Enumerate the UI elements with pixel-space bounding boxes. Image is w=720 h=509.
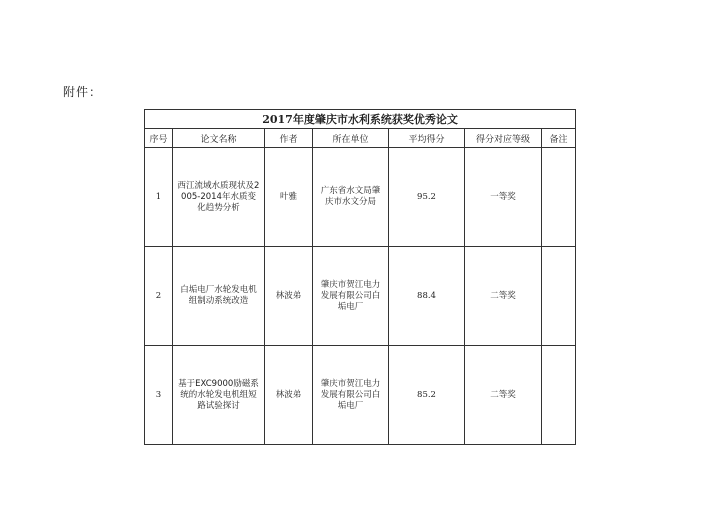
annex-label: 附件： bbox=[63, 85, 103, 99]
header-score: 平均得分 bbox=[389, 129, 465, 148]
row-index: 2 bbox=[145, 247, 173, 346]
row-score: 85.2 bbox=[389, 346, 465, 445]
table-row bbox=[145, 247, 576, 346]
row-unit-text: 广东省水文局肇庆市水文分局 bbox=[320, 186, 381, 207]
header-index: 序号 bbox=[145, 129, 173, 148]
row-paper-text: 白垢电厂水轮发电机组制动系统改造 bbox=[180, 285, 257, 306]
table-row bbox=[145, 346, 576, 445]
row-index: 1 bbox=[145, 148, 173, 247]
header-paper: 论文名称 bbox=[173, 129, 265, 148]
row-paper bbox=[173, 346, 265, 445]
row-note bbox=[542, 148, 576, 247]
row-score: 95.2 bbox=[389, 148, 465, 247]
row-unit bbox=[313, 247, 389, 346]
row-score: 88.4 bbox=[389, 247, 465, 346]
table-title: 2017年度肇庆市水利系统获奖优秀论文 bbox=[145, 110, 576, 129]
table-row bbox=[145, 148, 576, 247]
row-grade: 二等奖 bbox=[465, 247, 542, 346]
row-note bbox=[542, 346, 576, 445]
row-unit bbox=[313, 346, 389, 445]
row-index: 3 bbox=[145, 346, 173, 445]
header-grade: 得分对应等级 bbox=[465, 129, 542, 148]
row-paper bbox=[173, 247, 265, 346]
row-paper bbox=[173, 148, 265, 247]
row-grade: 一等奖 bbox=[465, 148, 542, 247]
row-paper-text: 基于EXC9000励磁系统的水轮发电机组短路试验探讨 bbox=[178, 378, 259, 411]
row-unit-text: 肇庆市贺江电力发展有限公司白垢电厂 bbox=[320, 378, 381, 411]
row-author: 林波弟 bbox=[265, 247, 313, 346]
header-author: 作者 bbox=[265, 129, 313, 148]
row-note bbox=[542, 247, 576, 346]
award-table bbox=[144, 109, 576, 445]
row-unit-text: 肇庆市贺江电力发展有限公司白垢电厂 bbox=[320, 279, 381, 312]
row-author: 林波弟 bbox=[265, 346, 313, 445]
row-author: 叶雅 bbox=[265, 148, 313, 247]
header-unit: 所在单位 bbox=[313, 129, 389, 148]
row-paper-text: 西江流域水质现状及2005-2014年水质变化趋势分析 bbox=[177, 180, 260, 213]
row-unit bbox=[313, 148, 389, 247]
row-grade: 二等奖 bbox=[465, 346, 542, 445]
header-note: 备注 bbox=[542, 129, 576, 148]
header-row bbox=[145, 129, 576, 148]
